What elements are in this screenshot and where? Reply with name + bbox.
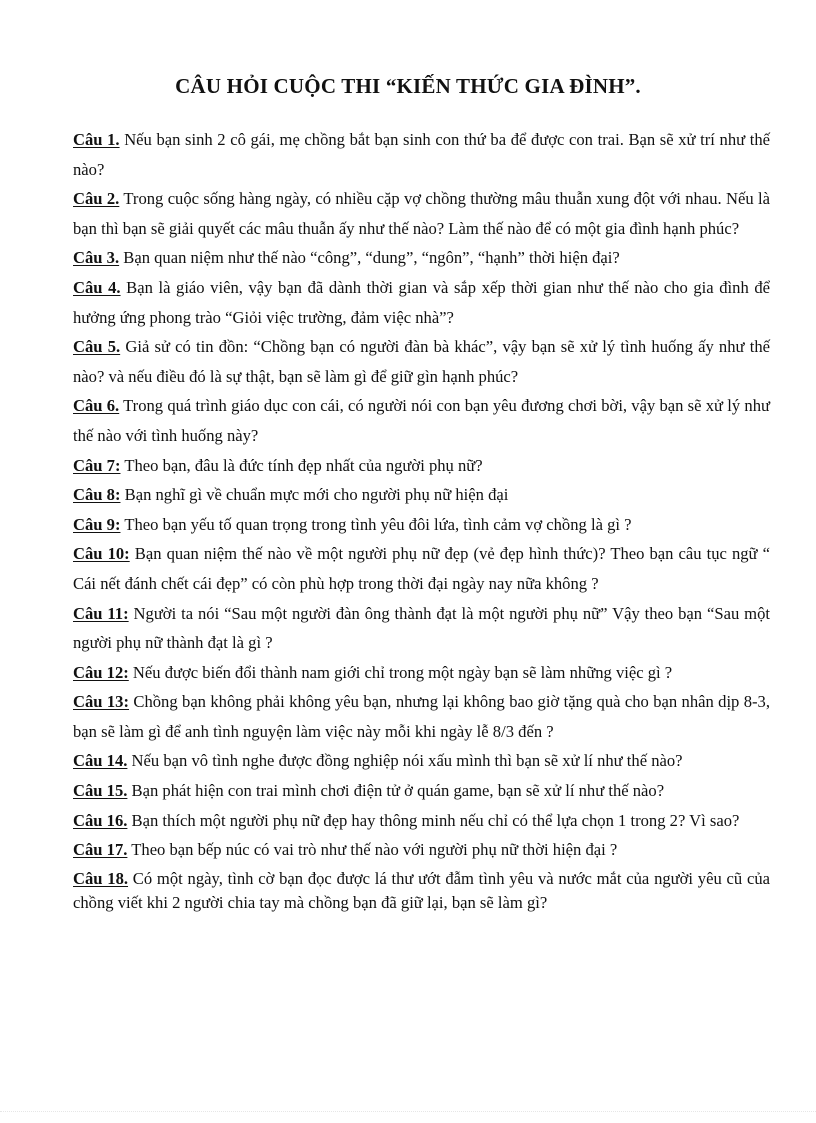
question-item — [73, 184, 770, 243]
question-text: Nếu bạn sinh 2 cô gái, mẹ chồng bắt bạn sinh con thứ ba để được con trai. Bạn sẽ xử trí như thế nào? — [73, 130, 770, 179]
question-text: Bạn quan niệm như thế nào “công”, “dung”, “ngôn”, “hạnh” thời hiện đại? — [119, 248, 620, 268]
question-text: Bạn thích một người phụ nữ đẹp hay thông minh nếu chỉ có thể lựa chọn 1 trong 2? Vì sao? — [127, 810, 740, 830]
question-list — [73, 125, 770, 915]
question-label: Câu 17. — [73, 840, 128, 860]
question-label: Câu 5. — [73, 337, 121, 357]
question-text: Giả sử có tin đồn: “Chồng bạn có người đàn bà khác”, vậy bạn sẽ xử lý tình huống ấy như thế nào? và nếu điều đó là sự thật, bạn sẽ làm gì để giữ gìn hạnh phúc? — [73, 337, 770, 386]
question-text: Trong cuộc sống hàng ngày, có nhiều cặp vợ chồng thường mâu thuẫn xung đột với nhau. Nếu là bạn thì bạn sẽ giải quyết các mâu thuẫn ấy như thế nào? Làm thế nào để có một gia đình hạnh phúc? — [73, 189, 770, 238]
question-label: Câu 6. — [73, 396, 120, 416]
question-item — [73, 332, 770, 391]
question-label: Câu 11: — [73, 603, 129, 623]
question-item — [73, 776, 770, 806]
question-label: Câu 3. — [73, 248, 120, 268]
question-text: Nếu được biến đổi thành nam giới chỉ trong một ngày bạn sẽ làm những việc gì ? — [128, 662, 673, 682]
question-label: Câu 12: — [73, 662, 129, 682]
question-text: Chồng bạn không phải không yêu bạn, nhưng lại không bao giờ tặng quà cho bạn nhân dịp 8-3, bạn sẽ làm gì để anh tình nguyện làm việc này mỗi khi ngày lễ 8/3 đến ? — [73, 692, 770, 741]
question-text: Theo bạn bếp núc có vai trò như thế nào với người phụ nữ thời hiện đại ? — [127, 840, 618, 860]
question-text: Theo bạn, đâu là đức tính đẹp nhất của người phụ nữ? — [120, 455, 483, 475]
question-label: Câu 7: — [73, 455, 121, 475]
question-text: Có một ngày, tình cờ bạn đọc được lá thư ướt đẫm tình yêu và nước mắt của người yêu cũ của chồng viết khi 2 người chia tay mà chồng bạn đã giữ lại, bạn sẽ làm gì? — [73, 868, 770, 912]
question-text: Bạn quan niệm thế nào về một người phụ nữ đẹp (vẻ đẹp hình thức)? Theo bạn câu tục ngữ “ Cái nết đánh chết cái đẹp” có còn phù hợp trong thời đại ngày nay nữa không ? — [73, 544, 770, 593]
question-label: Câu 9: — [73, 514, 121, 534]
question-item — [73, 539, 770, 598]
question-label: Câu 10: — [73, 544, 130, 564]
question-item — [73, 746, 770, 776]
question-item — [73, 125, 770, 184]
question-item — [73, 599, 770, 658]
question-item — [73, 687, 770, 746]
question-label: Câu 16. — [73, 810, 128, 830]
question-text: Nếu bạn vô tình nghe được đồng nghiệp nói xấu mình thì bạn sẽ xử lí như thế nào? — [127, 751, 683, 771]
question-label: Câu 18. — [73, 868, 129, 888]
question-item — [73, 391, 770, 450]
question-label: Câu 15. — [73, 781, 128, 801]
question-text: Trong quá trình giáo dục con cái, có người nói con bạn yêu đương chơi bời, vậy bạn sẽ xử lý như thế nào với tình huống này? — [73, 396, 770, 445]
question-item — [73, 273, 770, 332]
question-text: Bạn phát hiện con trai mình chơi điện tử ở quán game, bạn sẽ xử lí như thế nào? — [127, 781, 665, 801]
question-item — [73, 867, 770, 915]
question-label: Câu 2. — [73, 189, 120, 209]
page-title: CÂU HỎI CUỘC THI “KIẾN THỨC GIA ĐÌNH”. — [175, 74, 641, 98]
question-label: Câu 14. — [73, 751, 128, 771]
question-item — [73, 243, 770, 273]
question-text: Bạn nghĩ gì về chuẩn mực mới cho người phụ nữ hiện đại — [120, 485, 509, 505]
question-text: Bạn là giáo viên, vậy bạn đã dành thời gian và sắp xếp thời gian như thế nào cho gia đình để hưởng ứng phong trào “Giỏi việc trường, đảm việc nhà”? — [73, 277, 770, 327]
question-label: Câu 1. — [73, 130, 120, 149]
question-item — [73, 451, 770, 481]
question-label: Câu 13: — [73, 692, 130, 712]
question-label: Câu 8: — [73, 485, 121, 505]
question-item — [73, 658, 770, 688]
question-item — [73, 806, 770, 836]
question-item — [73, 510, 770, 540]
question-text: Người ta nói “Sau một người đàn ông thành đạt là một người phụ nữ” Vậy theo bạn “Sau một người phụ nữ thành đạt là gì ? — [73, 603, 770, 653]
question-item — [73, 480, 770, 510]
page-edge-divider — [0, 1111, 816, 1112]
question-text: Theo bạn yếu tố quan trọng trong tình yêu đôi lứa, tình cảm vợ chồng là gì ? — [120, 514, 632, 534]
question-item — [73, 835, 770, 865]
question-label: Câu 4. — [73, 277, 121, 297]
